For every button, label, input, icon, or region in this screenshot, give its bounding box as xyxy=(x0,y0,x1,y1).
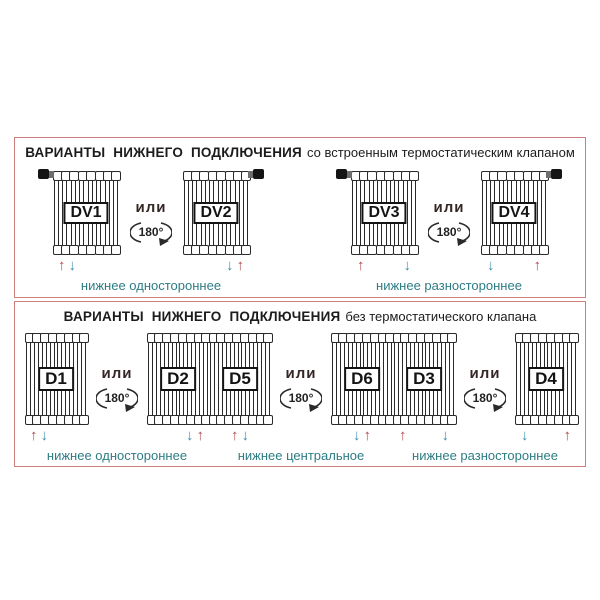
panel-title-rest: со встроенным термостатическим клапаном xyxy=(306,145,575,160)
rotation-angle-label: 180° xyxy=(104,391,130,405)
radiator-d4 xyxy=(515,333,577,446)
valve-knob xyxy=(253,169,264,179)
radiator-body xyxy=(481,171,547,255)
flow-arrows xyxy=(183,256,249,276)
rotation-angle-label: 180° xyxy=(436,225,462,239)
panel-title-bold: ВАРИАНТЫ НИЖНЕГО ПОДКЛЮЧЕНИЯ xyxy=(63,309,341,324)
flow-up-arrow-icon: ↑ xyxy=(30,427,38,444)
flow-arrows xyxy=(393,426,455,446)
flow-up-arrow-icon: ↑ xyxy=(357,257,365,274)
radiator-d1 xyxy=(25,333,87,446)
radiator-dv3 xyxy=(351,171,417,276)
panel-title xyxy=(15,138,585,160)
radiator-pair xyxy=(25,333,209,446)
radiator-tube xyxy=(210,333,215,425)
radiator-body xyxy=(351,171,417,255)
connection-caption: нижнее одностороннее xyxy=(46,448,188,463)
radiator-body xyxy=(331,333,393,425)
radiator-label: DV3 xyxy=(361,202,406,224)
radiator-dv2 xyxy=(183,171,249,276)
or-rotate-block xyxy=(428,199,470,246)
radiator-label: D1 xyxy=(38,367,74,391)
radiator-groups xyxy=(15,171,585,293)
panel-without-thermostatic-valve xyxy=(14,301,586,467)
rotate-180-icon xyxy=(280,385,322,412)
radiator-d5 xyxy=(209,333,271,446)
flow-arrows xyxy=(481,256,547,276)
or-label: или xyxy=(469,365,501,382)
flow-arrows xyxy=(331,426,393,446)
thermostatic-valve-icon xyxy=(248,169,264,179)
rotate-180-icon xyxy=(130,219,172,246)
flow-arrows xyxy=(209,426,271,446)
radiator-body xyxy=(53,171,119,255)
rotate-180-icon xyxy=(464,385,506,412)
panel-title-rest: без термостатического клапана xyxy=(345,309,537,324)
valve-collar xyxy=(347,171,352,178)
or-label: или xyxy=(135,199,167,216)
flow-up-arrow-icon: ↑ xyxy=(399,427,407,444)
valve-knob xyxy=(336,169,347,179)
flow-up-arrow-icon: ↑ xyxy=(58,257,66,274)
connection-caption: нижнее разностороннее xyxy=(412,448,558,463)
thermostatic-valve-icon xyxy=(546,169,562,179)
flow-down-arrow-icon: ↓ xyxy=(403,257,411,274)
radiator-tube xyxy=(541,171,546,255)
or-label: или xyxy=(101,365,133,382)
radiator-tube xyxy=(81,333,86,425)
rotation-angle-label: 180° xyxy=(472,391,498,405)
or-label: или xyxy=(433,199,465,216)
radiator-label: D2 xyxy=(160,367,196,391)
radiator-pair xyxy=(209,333,393,446)
radiator-dv4 xyxy=(481,171,547,276)
connection-caption: нижнее одностороннее xyxy=(80,278,222,293)
connection-group xyxy=(393,333,577,463)
radiator-tube xyxy=(148,333,153,425)
flow-down-arrow-icon: ↓ xyxy=(521,427,529,444)
radiator-tube xyxy=(54,171,59,255)
or-rotate-block xyxy=(280,365,322,412)
flow-down-arrow-icon: ↓ xyxy=(226,257,234,274)
connection-caption: нижнее центральное xyxy=(237,448,365,463)
or-rotate-block xyxy=(464,365,506,412)
flow-arrows xyxy=(147,426,209,446)
flow-down-arrow-icon: ↓ xyxy=(353,427,361,444)
radiator-body xyxy=(209,333,271,425)
flow-up-arrow-icon: ↑ xyxy=(563,427,571,444)
flow-arrows xyxy=(351,256,417,276)
radiator-tube xyxy=(571,333,576,425)
panel-title-bold: ВАРИАНТЫ НИЖНЕГО ПОДКЛЮЧЕНИЯ xyxy=(25,145,302,160)
connection-group xyxy=(209,333,393,463)
connection-caption: нижнее разностороннее xyxy=(376,278,522,293)
connection-group xyxy=(25,333,209,463)
or-label: или xyxy=(285,365,317,382)
thermostatic-valve-icon xyxy=(336,169,352,179)
radiator-tube xyxy=(516,333,521,425)
radiator-tube xyxy=(243,171,248,255)
radiator-tube xyxy=(482,171,487,255)
radiator-label: D4 xyxy=(528,367,564,391)
valve-knob xyxy=(551,169,562,179)
radiator-tube xyxy=(394,333,399,425)
radiator-body xyxy=(25,333,87,425)
or-rotate-block xyxy=(130,199,172,246)
or-rotate-block xyxy=(96,365,138,412)
rotate-180-icon xyxy=(428,219,470,246)
radiator-label: DV2 xyxy=(193,202,238,224)
radiator-pair xyxy=(393,333,577,446)
radiator-tube xyxy=(411,171,416,255)
radiator-body xyxy=(393,333,455,425)
connection-group xyxy=(351,171,547,293)
valve-collar xyxy=(49,171,54,178)
valve-knob xyxy=(38,169,49,179)
flow-down-arrow-icon: ↓ xyxy=(40,427,48,444)
flow-up-arrow-icon: ↑ xyxy=(231,427,239,444)
radiator-body xyxy=(515,333,577,425)
thermostatic-valve-icon xyxy=(38,169,54,179)
radiator-groups xyxy=(15,333,585,463)
panel-with-thermostatic-valve xyxy=(14,137,586,298)
radiator-d2 xyxy=(147,333,209,446)
flow-down-arrow-icon: ↓ xyxy=(441,427,449,444)
radiator-label: D6 xyxy=(344,367,380,391)
radiator-body xyxy=(183,171,249,255)
radiator-body xyxy=(147,333,209,425)
radiator-label: D3 xyxy=(406,367,442,391)
radiator-pair xyxy=(351,171,547,276)
radiator-tube xyxy=(387,333,392,425)
radiator-tube xyxy=(26,333,31,425)
connection-group xyxy=(53,171,249,293)
flow-arrows xyxy=(515,426,577,446)
radiator-dv1 xyxy=(53,171,119,276)
flow-up-arrow-icon: ↑ xyxy=(363,427,371,444)
flow-up-arrow-icon: ↑ xyxy=(533,257,541,274)
radiator-tube xyxy=(332,333,337,425)
radiator-label: D5 xyxy=(222,367,258,391)
radiator-label: DV1 xyxy=(63,202,108,224)
radiator-tube xyxy=(352,171,357,255)
radiator-label: DV4 xyxy=(491,202,536,224)
flow-up-arrow-icon: ↑ xyxy=(236,257,244,274)
rotation-angle-label: 180° xyxy=(138,225,164,239)
rotation-angle-label: 180° xyxy=(288,391,314,405)
flow-arrows xyxy=(25,426,87,446)
radiator-tube xyxy=(184,171,189,255)
radiator-tube xyxy=(113,171,118,255)
flow-down-arrow-icon: ↓ xyxy=(487,257,495,274)
flow-down-arrow-icon: ↓ xyxy=(68,257,76,274)
radiator-tube xyxy=(203,333,208,425)
radiator-pair xyxy=(53,171,249,276)
radiator-d6 xyxy=(331,333,393,446)
flow-arrows xyxy=(53,256,119,276)
panel-title xyxy=(15,302,585,324)
rotate-180-icon xyxy=(96,385,138,412)
radiator-tube xyxy=(449,333,454,425)
flow-up-arrow-icon: ↑ xyxy=(196,427,204,444)
flow-down-arrow-icon: ↓ xyxy=(186,427,194,444)
radiator-tube xyxy=(265,333,270,425)
flow-down-arrow-icon: ↓ xyxy=(241,427,249,444)
radiator-d3 xyxy=(393,333,455,446)
